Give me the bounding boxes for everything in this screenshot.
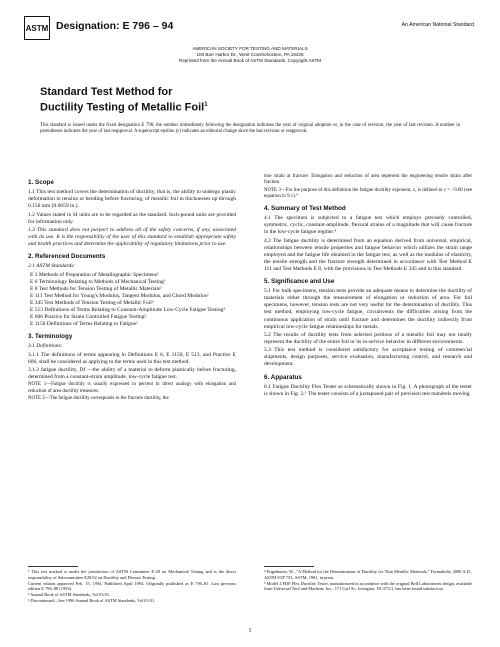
preamble: This standard is issued under the fixed designation E 796; the number immediately following the designation indicates the year of original adoption or, in the case of revision, the year of last revision. A number in parentheses indicates the year of last reapproval. A superscript epsilon (ε) indicates an editorial change since the last revision or reapproval. — [40, 123, 460, 135]
footnote-rule — [28, 566, 78, 567]
paragraph: 3.1 Definitions: — [28, 343, 63, 350]
note: NOTE 3—For the purpose of this definition the fatigue ductility exponent, c, is defined as c = −0.60 (see equation in 9.1).⁴ — [264, 187, 472, 199]
paragraph: 1.2 Values stated in SI units are to be regarded as the standard. Inch-pound units are provided for information only. — [28, 211, 236, 225]
designation: Designation: E 796 – 94 — [56, 20, 174, 32]
left-column — [28, 174, 236, 403]
paragraph: 1.3 This standard does not purport to address all of the safety concerns, if any, associated with its use. It is the responsibility of the user of this standard to establish appropriate safety and health practices and determine the applicability of regulatory limitations prior to use. — [28, 226, 236, 248]
reference-item: E 8 Test Methods for Tension Testing of Metallic Materials² — [30, 285, 162, 292]
astm-logo-icon — [24, 16, 50, 40]
section-heading: 6. Apparatus — [264, 373, 302, 381]
reference-item: E 345 Test Methods of Tension Testing of Metallic Foil² — [30, 299, 154, 306]
american-national-standard: An American National Standard — [401, 22, 474, 28]
reference-item: E 3 Methods of Preparation of Metallographic Specimens² — [30, 271, 159, 278]
publisher-info: AMERICAN SOCIETY FOR TESTING AND MATERIALS 100 Barr Harbor Dr., West Conshohocken, PA 19428 Reprinted from the Annual Book of ASTM Standards. Copyright ASTM — [178, 46, 322, 63]
reference-item: E 111 Test Method for Young's Modulus, Tangent Modulus, and Chord Modulus² — [30, 292, 209, 299]
footnote: ⁵ Model 2 FDF Flex Ductility Tester, manufactured in accordance with the original Bell Laboratories design, available from Universal Tool and Machine, Inc., 171 Carl St., Irvington, NJ 07111, has been found satisfactory. — [264, 580, 472, 591]
footnote: Current edition approved Feb. 15, 1994. Published April 1994. Originally published as E 796–81. Last previous edition E 796–88 (1993). — [28, 580, 236, 591]
section-heading: 5. Significance and Use — [264, 278, 335, 286]
document-title: Standard Test Method for Ductility Testing of Metallic Foil$^1$ — [40, 86, 208, 114]
section-heading: 3. Terminology — [28, 333, 73, 341]
paragraph: 5.1 For bulk specimens, tension tests provide an adequate means to determine the ductility of materials either through the measurement of elongation or reduction of area. For foil specimens, however, tension tests are not very useful for the determination of ductility. This test method, employing low-cycle fatigue, circumvents the difficulties arising from the continuous application of strain until fracture and determines the ductility indirectly from empirical low-cycle fatigue relationships for metals. — [264, 288, 472, 330]
paragraph: 2.1 ASTM Standards: — [28, 263, 76, 270]
paragraph: 3.1.2 fatigue ductility, Df —the ability of a material to deform plastically before fracturing, determined from a constant-strain amplitude, low-cycle fatigue test. — [28, 367, 236, 381]
reference-item: E 6 Terminology Relating to Methods of Mechanical Testing² — [30, 278, 166, 285]
footnote: ² Annual Book of ASTM Standards, Vol 03.01. — [28, 592, 111, 597]
page-number: 1 — [248, 628, 252, 634]
paragraph: 4.2 The fatigue ductility is determined from an equation derived from universal, empirical, relationships between tensile properties and fatigue behavior which utilizes the strain range employed and the fatigue life obtained in the fatigue test, as well as the modulus of elasticity, the tensile strength and the fracture strength determined in accordance with Test Method E 111 and Test Methods E 8, with the provisions in Test Methods E 345 and in this standard. — [264, 237, 472, 272]
section-heading: 4. Summary of Test Method — [264, 205, 346, 212]
footnote: ¹ This test method is under the jurisdiction of ASTM Committee E-28 on Mechanical Testing and is the direct responsibility of Subcommittee E28.02 on Ductility and Flexure Testing. — [28, 569, 236, 580]
paragraph: 6.1 Fatigue Ductility Flex Tester as schematically shown in Fig. 1. A photograph of the tester is shown in Fig. 2.⁵ The tester consists of a juxtaposed pair of precision test mandrels moving — [264, 383, 472, 397]
paragraph: 1.1 This test method covers the determination of ductility, that is, the ability to undergo plastic deformation in tension or bending before fracturing, of metallic foil in thicknesses up through 0.150 mm (0.0059 in.). — [28, 189, 236, 210]
footnote: ³ Discontinued—See 1996 Annual Book of ASTM Standards, Vol 03.01. — [28, 598, 156, 603]
paragraph: 5.2 The results of ductility tests from selected portions of a metallic foil may not totally represent the ductility of the entire foil or its in-service behavior in different environments. — [264, 331, 472, 345]
reference-item: E 1150 Definitions of Terms Relating to Fatigue² — [30, 321, 138, 328]
note: NOTE 2—The fatigue ductility corresponds to the fracture ductility, the — [28, 396, 169, 402]
right-column — [264, 174, 472, 399]
section-heading: 2. Referenced Documents — [28, 253, 106, 261]
paragraph: 5.3 This test method is considered satisfactory for acceptance testing of commercial shipments, design purposes, service evaluation, manufacturing control, and research and development. — [264, 347, 472, 368]
note: true strain at fracture. Elongation and reduction of area represent the engineering tensile strain after fracture. — [264, 174, 472, 186]
section-heading: 1. Scope — [28, 179, 54, 186]
paragraph: 4.1 The specimen is subjected to a fatigue test which employs precisely controlled, symmetric, cyclic, constant-amplitude, flexural strains of a magnitude that will cause fracture in the low-cycle fatigue regime.⁴ — [264, 215, 472, 236]
right-footnotes — [264, 569, 472, 592]
left-footnotes — [28, 569, 236, 604]
reference-item: E 606 Practice for Strain Controlled Fatigue Testing² — [30, 314, 147, 321]
footnote-rule — [264, 566, 314, 567]
footnote: ⁴ Engelmaier, W., "A Method for the Determination of Ductility for Thin Metallic Materials," Formability 2000 A.D., ASTM STP 753, ASTM, 1981, in press. — [264, 569, 472, 580]
reference-item: E 513 Definitions of Terms Relating to Constant-Amplitude Low-Cycle Fatigue Testing³ — [30, 307, 225, 314]
note: NOTE 1—Fatigue ductility is usually expressed in percent in direct analogy with elongation and reduction of area ductility measures. — [28, 382, 236, 394]
svg-text:ASTM: ASTM — [25, 24, 49, 33]
paragraph: 3.1.1 The definitions of terms appearing in Definitions E 6, E 1150, E 513, and Practice E 606, shall be considered as applying to the terms used in this test method. — [28, 351, 236, 365]
